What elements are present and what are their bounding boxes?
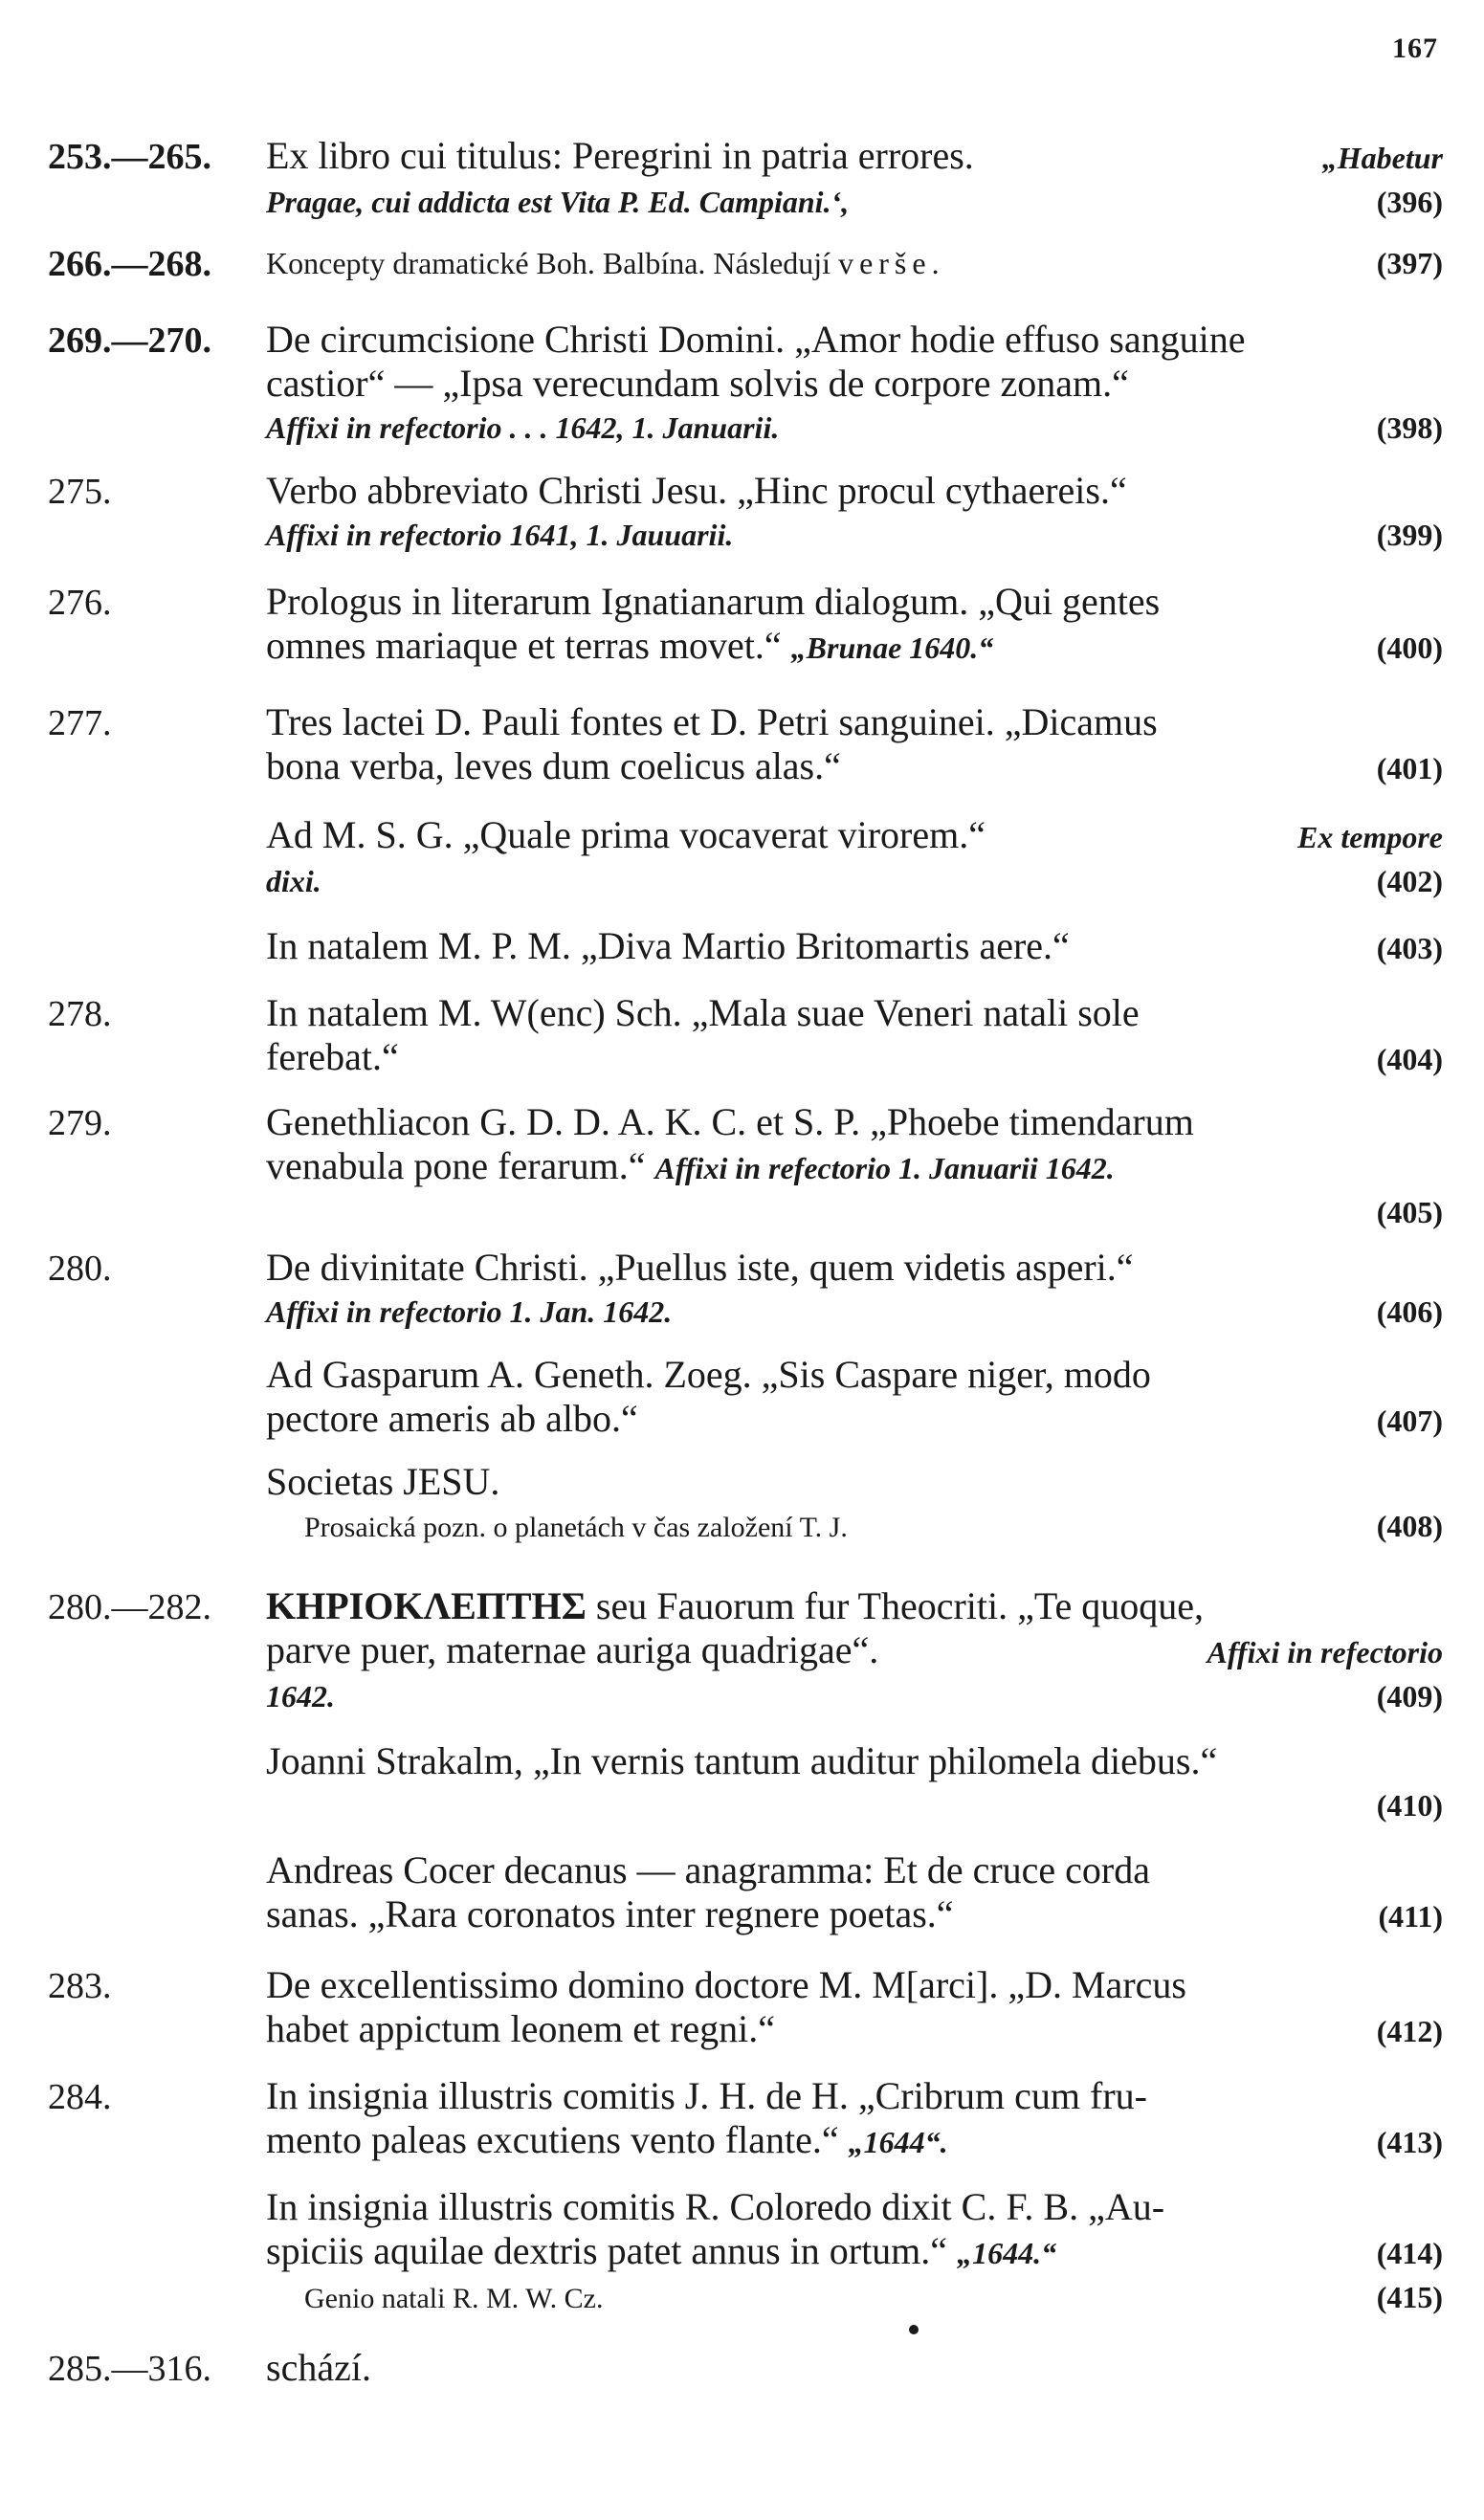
entry-text: De divinitate Christi. „Puellus iste, quem videtis asperi.“ [266, 1246, 1134, 1289]
entry-italic: dixi. [266, 864, 321, 898]
entry-italic: „1644.“ [957, 2236, 1057, 2270]
entry-text: De excellentissimo domino doctore M. M[arci]. „D. Marcus [266, 1963, 1186, 2006]
entry-italic: Ex tempore [1297, 820, 1443, 854]
bullet-mark [909, 2325, 919, 2334]
entry-spaced-text: verše. [838, 246, 945, 280]
entry-number: 284. [48, 2077, 112, 2117]
entry-text: Verbo abbreviato Christi Jesu. „Hinc procul cythaereis.“ [266, 469, 1127, 512]
entry-number: 285.—316. [48, 2349, 211, 2389]
entry-number: 283. [48, 1966, 112, 2006]
reference-number: (412) [1376, 2014, 1443, 2048]
entry-text: Genio natali R. M. W. Cz. [304, 2283, 604, 2314]
reference-number: (399) [1376, 518, 1443, 552]
reference-number: (415) [1376, 2280, 1443, 2314]
entry-number: 266.—268. [48, 244, 211, 284]
entry-number: 280. [48, 1249, 112, 1289]
entry-number: 253.—265. [48, 137, 211, 177]
entry-text: Andreas Cocer decanus — anagramma: Et de cruce corda [266, 1848, 1151, 1891]
entry-text: pectore ameris ab albo.“ [266, 1397, 638, 1440]
entry-italic: Affixi in refectorio 1. Januarii 1642. [654, 1151, 1115, 1185]
entry-text: Societas JESU. [266, 1460, 500, 1503]
reference-number: (402) [1376, 864, 1443, 898]
entry-text: Genethliacon G. D. D. A. K. C. et S. P. „Phoebe timendarum [266, 1100, 1194, 1143]
entry-text: Joanni Strakalm, „In vernis tantum auditur philomela diebus.“ [266, 1739, 1218, 1782]
reference-number: (414) [1376, 2236, 1443, 2270]
entry-text: Ad Gasparum A. Geneth. Zoeg. „Sis Caspare niger, modo [266, 1353, 1151, 1396]
entry-text: parve puer, maternae auriga quadrigae“. [266, 1628, 879, 1671]
entry-number: 280.—282. [48, 1587, 211, 1627]
reference-number: (407) [1376, 1404, 1443, 1438]
entry-number: 278. [48, 994, 112, 1034]
entry-italic: „1644“. [848, 2125, 948, 2159]
entry-text: mento paleas excutiens vento flante.“ [266, 2118, 839, 2161]
reference-number: (396) [1376, 185, 1443, 219]
entry-text: In insignia illustris comitis J. H. de H. „Cribrum cum fru- [266, 2074, 1147, 2117]
entry-italic: „Brunae 1640.“ [790, 630, 994, 665]
entry-text: spiciis aquilae dextris patet annus in ortum.“ [266, 2229, 948, 2272]
entry-text: habet appictum leonem et regni.“ [266, 2007, 776, 2050]
entry-text: Prosaická pozn. o planetách v čas založení T. J. [304, 1512, 848, 1543]
entry-text: Koncepty dramatické Boh. Balbína. Následují [266, 246, 831, 280]
reference-number: (406) [1376, 1294, 1443, 1329]
reference-number: (397) [1376, 246, 1443, 280]
entry-italic: Pragae, cui addicta est Vita P. Ed. Campiani.‘, [266, 185, 850, 219]
entry-text: omnes mariaque et terras movet.“ [266, 624, 782, 667]
reference-number: (401) [1376, 751, 1443, 785]
reference-number: (411) [1378, 1899, 1443, 1934]
entry-number: 276. [48, 583, 112, 623]
entry-text: schází. [266, 2346, 371, 2389]
entry-text: In natalem M. W(enc) Sch. „Mala suae Veneri natali sole [266, 991, 1140, 1034]
entry-text: bona verba, leves dum coelicus alas.“ [266, 744, 841, 787]
reference-number: (413) [1376, 2125, 1443, 2159]
entry-text: Tres lactei D. Pauli fontes et D. Petri sanguinei. „Dicamus [266, 700, 1158, 743]
entry-number: 277. [48, 703, 112, 743]
entry-text: venabula pone ferarum.“ [266, 1144, 646, 1187]
entry-text: ferebat.“ [266, 1035, 399, 1078]
reference-number: (398) [1376, 410, 1443, 445]
entry-text: sanas. „Rara coronatos inter regnere poetas.“ [266, 1892, 954, 1935]
entry-italic: „Habetur [1321, 141, 1443, 175]
entry-italic: Affixi in refectorio 1. Jan. 1642. [266, 1294, 673, 1329]
entry-italic: 1642. [266, 1679, 335, 1713]
entry-number: 269.—270. [48, 321, 211, 361]
entry-number: 279. [48, 1103, 112, 1143]
entry-number: 275. [48, 472, 112, 512]
entry-text: In natalem M. P. M. „Diva Martio Britomartis aere.“ [266, 924, 1070, 967]
reference-number: (410) [1376, 1788, 1443, 1823]
entry-text: De circumcisione Christi Domini. „Amor hodie effuso sanguine [266, 318, 1246, 361]
greek-title: ΚΗΡΙΟΚΛΕΠΤΗΣ [266, 1584, 587, 1627]
reference-number: (400) [1376, 630, 1443, 665]
entry-text: castior“ — „Ipsa verecundam solvis de corpore zonam.“ [266, 362, 1129, 405]
reference-number: (405) [1376, 1195, 1443, 1229]
entry-text: In insignia illustris comitis R. Coloredo dixit C. F. B. „Au- [266, 2185, 1165, 2228]
entry-italic: Affixi in refectorio . . . 1642, 1. Januarii. [266, 410, 780, 445]
entry-text: Prologus in literarum Ignatianarum dialogum. „Qui gentes [266, 580, 1161, 623]
entry-italic: Affixi in refectorio 1641, 1. Jauuarii. [266, 518, 734, 552]
reference-number: (409) [1376, 1679, 1443, 1713]
entry-text: Ex libro cui titulus: Peregrini in patria errores. [266, 134, 974, 177]
entry-text: Ad M. S. G. „Quale prima vocaverat virorem.“ [266, 813, 986, 856]
entry-text: seu Fauorum fur Theocriti. „Te quoque, [595, 1584, 1205, 1627]
reference-number: (408) [1376, 1509, 1443, 1543]
reference-number: (403) [1376, 931, 1443, 965]
reference-number: (404) [1376, 1042, 1443, 1076]
page-number: 167 [1392, 33, 1438, 64]
entry-italic: Affixi in refectorio [1207, 1635, 1443, 1669]
